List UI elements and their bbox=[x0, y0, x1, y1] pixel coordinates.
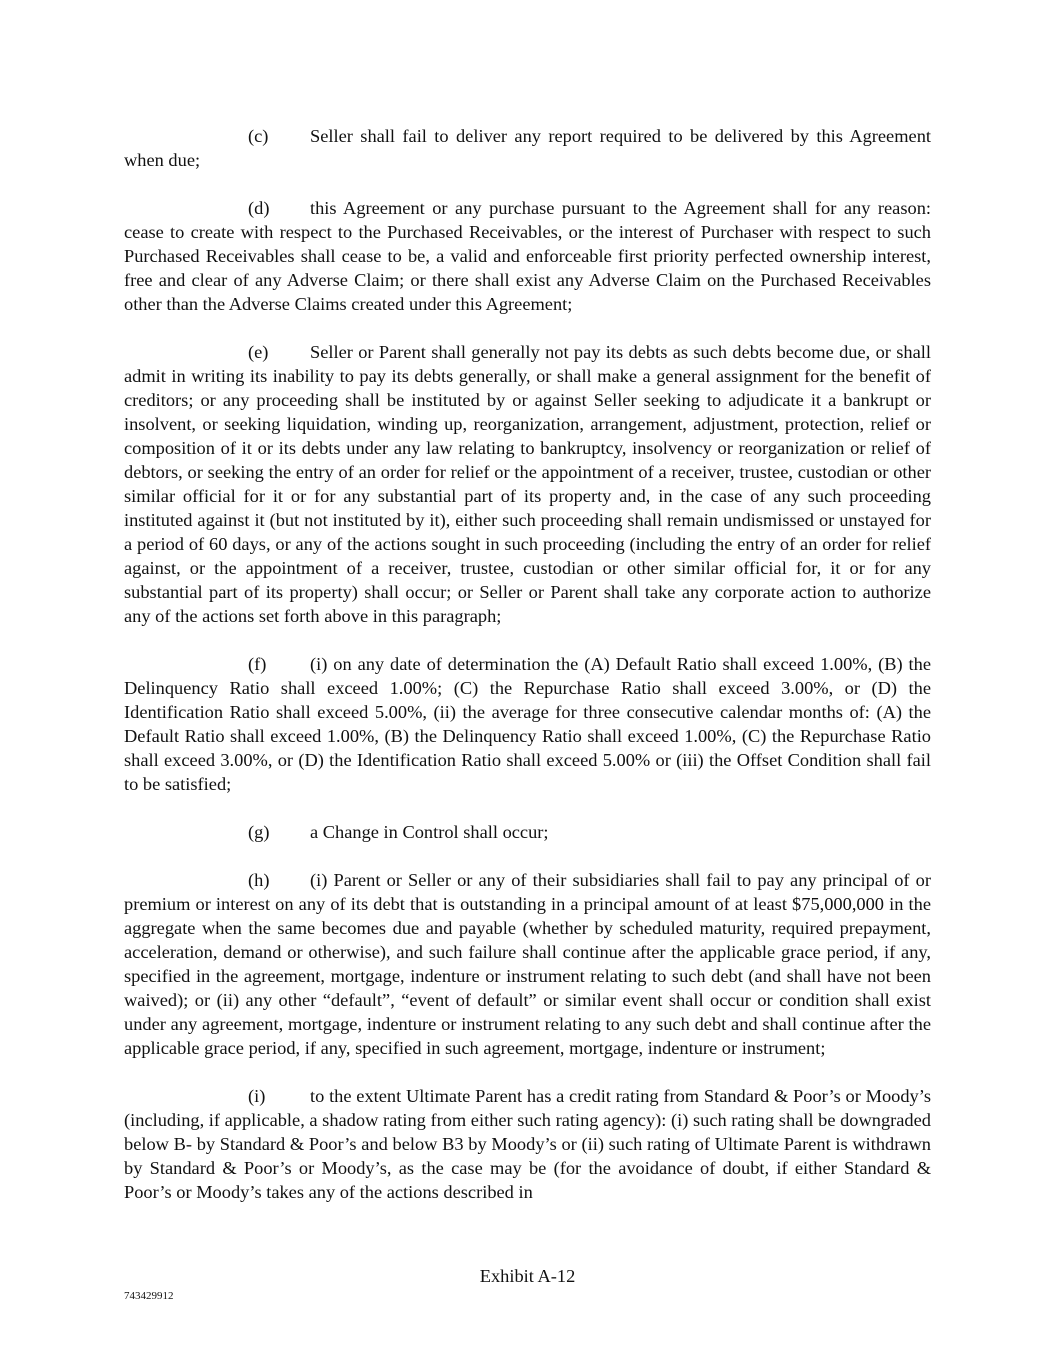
paragraph-g bbox=[124, 820, 931, 844]
paragraph-label: (c) bbox=[248, 126, 269, 146]
paragraph-label: (h) bbox=[248, 870, 270, 890]
paragraph-text: Seller shall fail to deliver any report required to be delivered by this Agreement when due; bbox=[124, 126, 931, 170]
paragraph-text: to the extent Ultimate Parent has a credit rating from Standard & Poor’s or Moody’s (including, if applicable, a shadow rating from either such rating agency): (i) such rating shall be downgraded below B- by Standard & Poor’s and below B3 by Moody’s or (ii) such rating of Ultimate Parent is withdrawn by Standard & Poor’s or Moody’s, as the case may be (for the avoidance of doubt, if either Standard & Poor’s or Moody’s takes any of the actions described in bbox=[124, 1086, 931, 1202]
paragraph-label: (e) bbox=[248, 342, 269, 362]
paragraph-d bbox=[124, 196, 931, 316]
paragraph-text: a Change in Control shall occur; bbox=[310, 822, 549, 842]
paragraph-e bbox=[124, 340, 931, 628]
paragraph-text: Seller or Parent shall generally not pay its debts as such debts become due, or shall admit in writing its inability to pay its debts generally, or shall make a general assignment for the benefit of creditors; or any proceeding shall be instituted by or against Seller seeking to adjudicate it a bankrupt or insolvent, or seeking liquidation, winding up, reorganization, arrangement, adjustment, protection, relief or composition of it or its debts under any law relating to bankruptcy, insolvency or reorganization or relief of debtors, or seeking the entry of an order for relief or the appointment of a receiver, trustee, custodian or other similar official for it or for any substantial part of its property and, in the case of any such proceeding instituted against it (but not instituted by it), either such proceeding shall remain undismissed or unstayed for a period of 60 days, or any of the actions sought in such proceeding (including the entry of an order for relief against, or the appointment of a receiver, trustee, custodian or other similar official for, it or for any substantial part of its property) shall occur; or Seller or Parent shall take any corporate action to authorize any of the actions set forth above in this paragraph; bbox=[124, 342, 931, 626]
paragraph-label: (f) bbox=[248, 654, 267, 674]
page-footer-label: Exhibit A-12 bbox=[479, 1266, 576, 1286]
document-body bbox=[124, 124, 931, 1228]
paragraph-i bbox=[124, 1084, 931, 1204]
paragraph-f bbox=[124, 652, 931, 796]
paragraph-c bbox=[124, 124, 931, 172]
paragraph-label: (g) bbox=[248, 822, 270, 842]
paragraph-text: (i) Parent or Seller or any of their subsidiaries shall fail to pay any principal of or premium or interest on any of its debt that is outstanding in a principal amount of at least $75,000,000 in the aggregate when the same becomes due and payable (whether by scheduled maturity, required prepayment, acceleration, demand or otherwise), and such failure shall continue after the applicable grace period, if any, specified in the agreement, mortgage, indenture or instrument relating to such debt (and shall have not been waived); or (ii) any other “default”, “event of default” or similar event shall occur or condition shall exist under any agreement, mortgage, indenture or instrument relating to any such debt and shall continue after the applicable grace period, if any, specified in such agreement, mortgage, indenture or instrument; bbox=[124, 870, 931, 1058]
paragraph-text: this Agreement or any purchase pursuant to the Agreement shall for any reason: cease to create with respect to the Purchased Receivables, or the interest of Purchaser with respect to such Purchased Receivables shall cease to be, a valid and enforceable first priority perfected ownership interest, free and clear of any Adverse Claim; or there shall exist any Adverse Claim on the Purchased Receivables other than the Adverse Claims created under this Agreement; bbox=[124, 198, 931, 314]
paragraph-label: (i) bbox=[248, 1086, 266, 1106]
paragraph-text: (i) on any date of determination the (A) Default Ratio shall exceed 1.00%, (B) the Delinquency Ratio shall exceed 1.00%; (C) the Repurchase Ratio shall exceed 3.00%, or (D) the Identification Ratio shall exceed 5.00%, (ii) the average for three consecutive calendar months of: (A) the Default Ratio shall exceed 1.00%, (B) the Delinquency Ratio shall exceed 1.00%, (C) the Repurchase Ratio shall exceed 3.00%, or (D) the Identification Ratio shall exceed 5.00% or (iii) the Offset Condition shall fail to be satisfied; bbox=[124, 654, 931, 794]
document-id: 743429912 bbox=[124, 1290, 174, 1302]
paragraph-h bbox=[124, 868, 931, 1060]
paragraph-label: (d) bbox=[248, 198, 270, 218]
